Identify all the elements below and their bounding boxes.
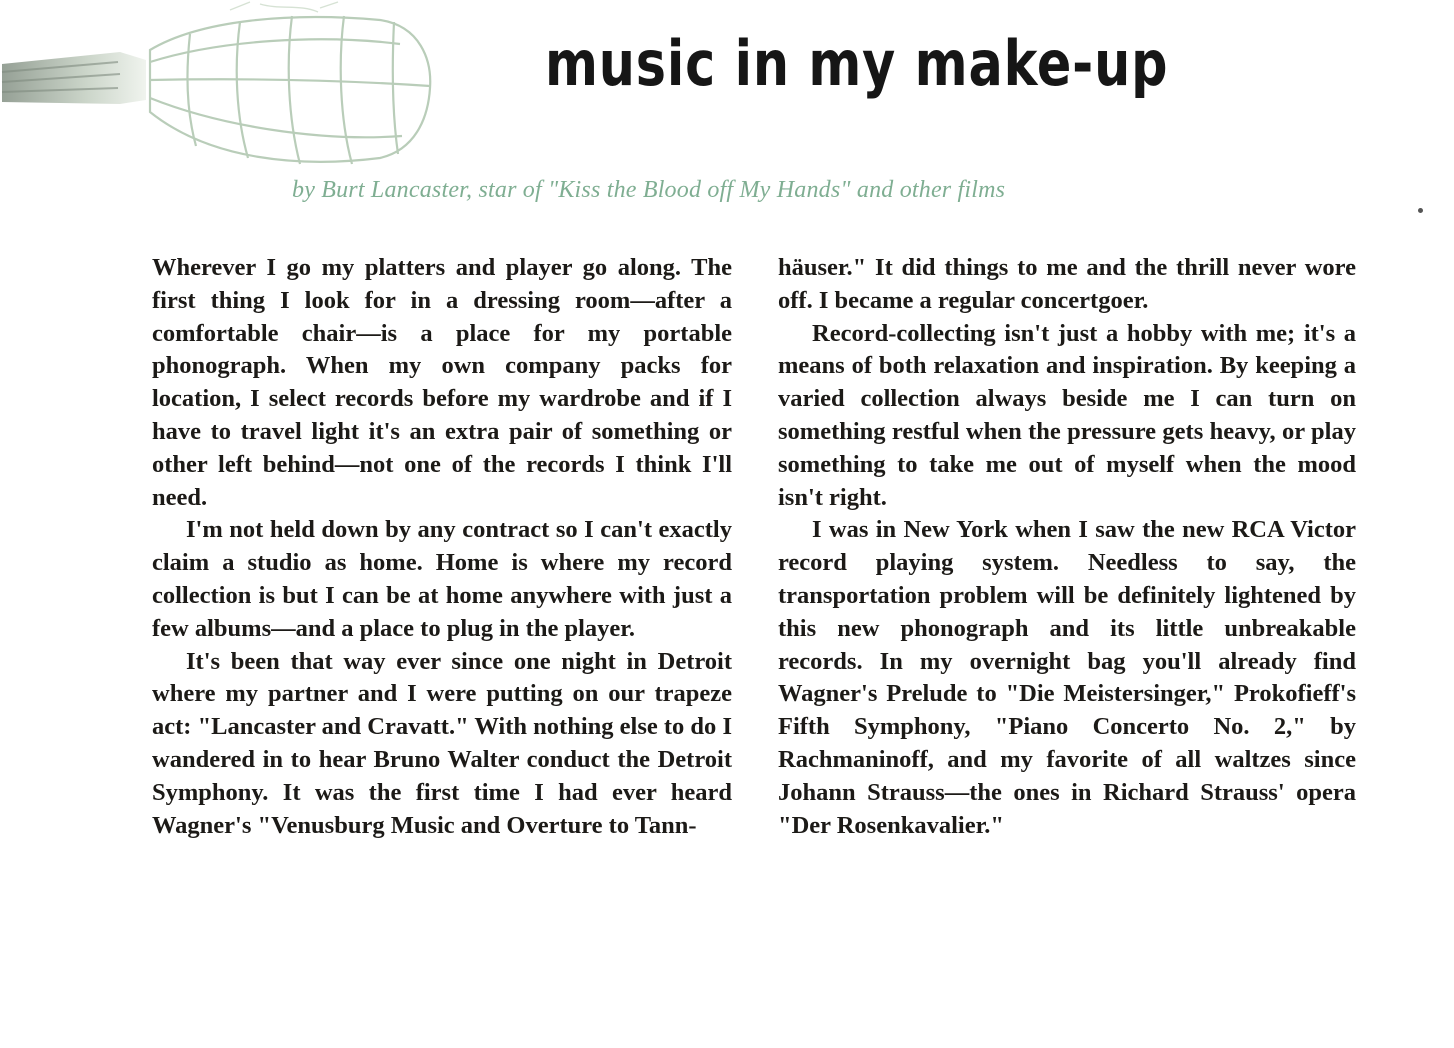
print-speck bbox=[1418, 208, 1423, 213]
article-byline: by Burt Lancaster, star of "Kiss the Blood off My Hands" and other films bbox=[292, 177, 1006, 203]
article-column-right bbox=[778, 252, 1356, 842]
paragraph: I was in New York when I saw the new RCA Victor record playing system. Needless to say, the transportation problem will be definitely lightened by this new phonograph and its little unbreakable records. In my overnight bag you'll already find Wagner's Prelude to "Die Meistersinger," Prokofieff's Fifth Symphony, "Piano Concerto No. 2," by Rachmaninoff, and my favorite of all waltzes since Johann Strauss—the ones in Richard Strauss' opera "Der Rosenkavalier." bbox=[778, 516, 1356, 839]
paragraph: It's been that way ever since one night in Detroit where my partner and I were putting on our trapeze act: "Lancaster and Cravatt." With nothing else to do I wandered in to hear Bruno Walter conduct the Detroit Symphony. It was the first time I had ever heard Wagner's "Venusburg Music and Overture to Tann- bbox=[152, 647, 732, 839]
article-title: music in my make-up bbox=[545, 27, 1169, 100]
phonograph-horn-illustration-icon bbox=[0, 0, 440, 170]
article-column-left bbox=[152, 252, 732, 842]
paragraph: I'm not held down by any contract so I can't exactly claim a studio as home. Home is where my record collection is but I can be at home anywhere with just a few albums—and a place to plug in the player. bbox=[152, 516, 732, 642]
paragraph: Record-collecting isn't just a hobby with me; it's a means of both relaxation and inspiration. By keeping a varied collection always beside me I can turn on something restful when the pressure gets heavy, or play something to take me out of myself when the mood isn't right. bbox=[778, 319, 1356, 511]
paragraph: häuser." It did things to me and the thrill never wore off. I became a regular concertgoer. bbox=[778, 254, 1356, 314]
paragraph: Wherever I go my platters and player go along. The first thing I look for in a dressing room—after a comfortable chair—is a place for my portable phonograph. When my own company packs for location, I select records before my wardrobe and if I have to travel light it's an extra pair of something or other left behind—not one of the records I think I'll need. bbox=[152, 254, 732, 511]
